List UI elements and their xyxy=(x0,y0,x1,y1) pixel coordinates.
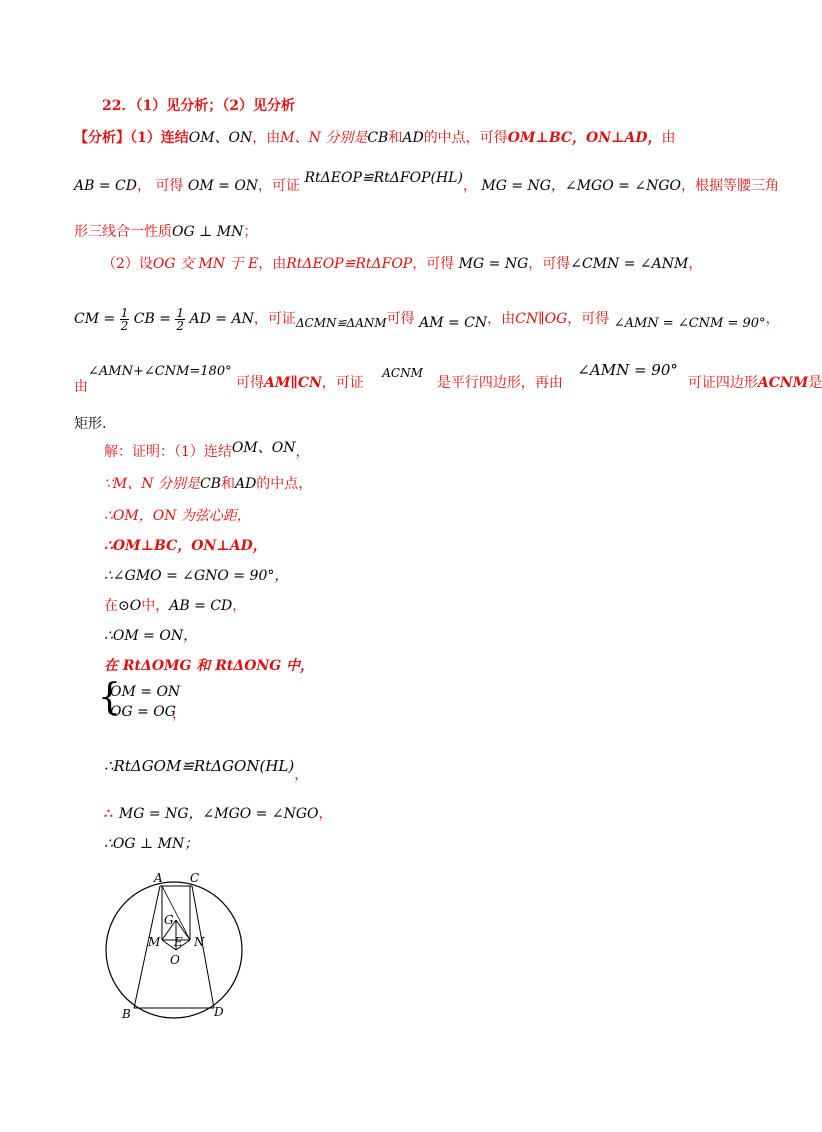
analysis-line-5: CM = $\frac{1}{2}$ CB = $\frac{1}{2}$ AD = AN，可证ΔCMN≌ΔANM可得 AM = CN，由CN∥OG，可得 ∠AMN = ∠CNM = 90°， xyxy=(74,305,780,333)
analysis-line-6: 由∠AMN+∠CNM=180° 可得AM∥CN，可证 ACNM是平行四边形，再由 ∠AMN = 90°可证四边形ACNM是 xyxy=(74,361,822,395)
solution-line-12: ∴OG ⊥ MN； xyxy=(104,836,199,852)
solution-line-3: ∴OM，ON 为弦心距， xyxy=(104,508,251,524)
label-b: B xyxy=(122,1007,131,1021)
solution-line-1: 解：证明：（1）连结OM、ON， xyxy=(104,440,310,460)
label-n: N xyxy=(194,935,205,949)
label-c: C xyxy=(190,871,200,885)
analysis-line-2: AB = CD， 可得 OM = ON，可证 RtΔEOP≌RtΔFOP(HL)， MG = NG，∠MGO = ∠NGO，根据等腰三角 xyxy=(74,170,779,194)
system-brace: { xyxy=(98,677,121,718)
solution-line-10: ∴RtΔGOM≌RtΔGON(HL)， xyxy=(104,757,309,783)
solution-line-6: 在⊙O中，AB = CD， xyxy=(104,598,247,614)
label-o: O xyxy=(170,953,180,967)
solution-line-11: ∴ MG = NG，∠MGO = ∠NGO， xyxy=(104,806,333,822)
system-comma: ， xyxy=(172,706,186,722)
circle-o xyxy=(106,882,242,1018)
answer-header: 22．（1）见分析；（2）见分析 xyxy=(102,98,295,114)
system-eq-2: OG = OG xyxy=(110,704,176,720)
label-a: A xyxy=(154,871,163,885)
analysis-line-7: 矩形. xyxy=(74,416,107,432)
solution-line-2: ∵M、N 分别是CB和AD的中点， xyxy=(104,476,313,492)
analysis-line-4: （2）设OG 交 MN 于 E，由RtΔEOP≌RtΔFOP，可得 MG = NG，可得∠CMN = ∠ANM， xyxy=(102,256,703,272)
label-g: G xyxy=(164,913,174,927)
label-m: M xyxy=(148,935,161,949)
analysis-line-3: 形三线合一性质OG ⊥ MN； xyxy=(74,224,258,240)
solution-line-8: 在 RtΔOMG 和 RtΔONG 中， xyxy=(104,658,315,674)
solution-line-7: ∴OM = ON， xyxy=(104,628,198,644)
label-d: D xyxy=(214,1005,224,1019)
solution-line-4: ∴OM⊥BC，ON⊥AD， xyxy=(104,538,267,554)
label-e: E xyxy=(174,935,183,949)
analysis-line-1: 【分析】（1）连结OM、ON，由M、N 分别是CB和AD的中点，可得OM⊥BC，ON⊥AD，由 xyxy=(74,130,676,146)
fraction-half-2: $\frac{1}{2}$ xyxy=(176,305,185,333)
system-eq-1: OM = ON xyxy=(110,684,181,700)
fraction-half-1: $\frac{1}{2}$ xyxy=(120,305,129,333)
solution-line-5: ∴∠GMO = ∠GNO = 90°， xyxy=(104,568,289,584)
geometry-figure xyxy=(100,866,260,1026)
